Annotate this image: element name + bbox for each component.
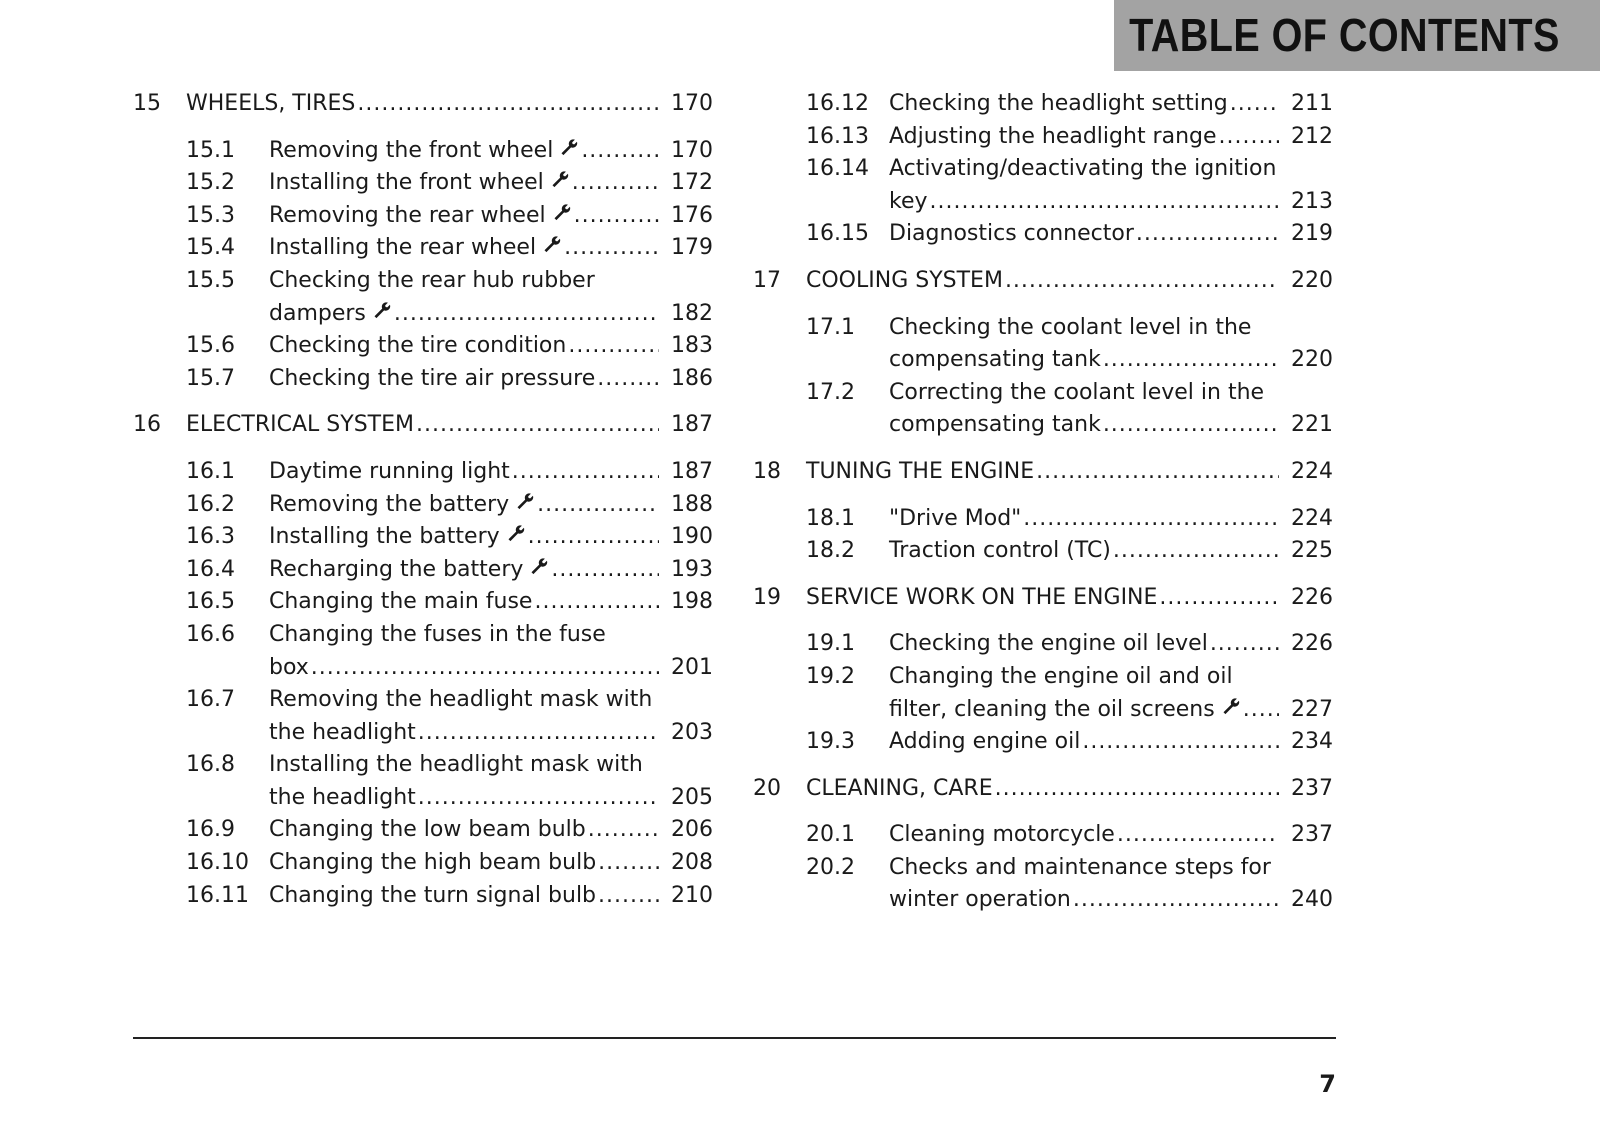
page-ref: 211 xyxy=(1291,91,1333,116)
wrench-icon xyxy=(552,200,572,220)
toc-right-column xyxy=(753,88,1333,917)
entry-title-line: Removing the rear wheel xyxy=(269,202,546,228)
dot-leader xyxy=(1082,726,1279,759)
section-number: 15.6 xyxy=(186,333,235,359)
page-ref: 212 xyxy=(1291,123,1333,149)
section-number: 16.5 xyxy=(186,589,235,615)
section-number: 19.1 xyxy=(806,631,855,657)
toc-entry[interactable] xyxy=(133,814,713,847)
page-ref: 203 xyxy=(671,719,713,745)
section-number: 16.4 xyxy=(186,556,235,582)
section-number: 16.9 xyxy=(186,817,235,843)
toc-chapter[interactable] xyxy=(753,265,1333,298)
entry-title-line: Changing the main fuse xyxy=(269,589,533,615)
section-number: 16.14 xyxy=(806,156,869,182)
toc-entry[interactable] xyxy=(753,535,1333,568)
entry-title-line: the headlight xyxy=(269,784,416,810)
entry-title-line: winter operation xyxy=(889,887,1071,913)
wrench-icon xyxy=(542,232,562,252)
section-number: 16.10 xyxy=(186,850,249,876)
page-ref: 224 xyxy=(1291,458,1333,484)
dot-leader xyxy=(995,773,1279,806)
entry-title-line: dampers xyxy=(269,300,366,326)
section-number: 16.1 xyxy=(186,458,235,484)
section-number: 15.2 xyxy=(186,170,235,196)
page-ref: 187 xyxy=(671,412,713,438)
dot-leader xyxy=(416,409,659,442)
dot-leader xyxy=(311,652,659,685)
section-number: 18.1 xyxy=(806,505,855,531)
entry-title-line: filter, cleaning the oil screens xyxy=(889,696,1215,722)
toc-chapter[interactable] xyxy=(753,773,1333,806)
dot-leader xyxy=(1136,218,1279,251)
entry-title-line: Activating/deactivating the ignition xyxy=(889,156,1277,182)
toc-entry[interactable] xyxy=(753,312,1333,377)
toc-entry[interactable] xyxy=(133,880,713,913)
page-ref: 221 xyxy=(1291,412,1333,438)
toc-entry[interactable] xyxy=(133,749,713,814)
dot-leader xyxy=(512,456,659,489)
entry-title-line: SERVICE WORK ON THE ENGINE xyxy=(806,584,1158,610)
entry-title-line: Checking the rear hub rubber xyxy=(269,267,595,293)
entry-title-line: Changing the low beam bulb xyxy=(269,817,586,843)
section-number: 15.7 xyxy=(186,365,235,391)
toc-entry[interactable] xyxy=(133,265,713,330)
entry-title-line: Checking the tire condition xyxy=(269,333,567,359)
page-ref: 183 xyxy=(671,333,713,359)
toc-entry[interactable] xyxy=(753,852,1333,917)
section-number: 16.11 xyxy=(186,882,249,908)
toc-entry[interactable] xyxy=(753,88,1333,121)
chapter-number: 17 xyxy=(753,267,781,293)
toc-entry[interactable] xyxy=(753,726,1333,759)
entry-title-line: Adding engine oil xyxy=(889,729,1081,755)
entry-title-line: Removing the headlight mask with xyxy=(269,687,653,713)
toc-entry[interactable] xyxy=(133,200,713,233)
entry-title-line: Installing the headlight mask with xyxy=(269,752,643,778)
entry-title-line: ELECTRICAL SYSTEM xyxy=(186,412,414,438)
page-ref: 186 xyxy=(671,365,713,391)
entry-title-line: Recharging the battery xyxy=(269,556,524,582)
entry-title-line: Changing the high beam bulb xyxy=(269,850,597,876)
entry-title-line: Installing the battery xyxy=(269,524,500,550)
toc-entry[interactable] xyxy=(133,586,713,619)
entry-title-line: Checking the tire air pressure xyxy=(269,365,596,391)
section-number: 15.1 xyxy=(186,137,235,163)
page-ref: 219 xyxy=(1291,221,1333,247)
dot-leader xyxy=(534,586,659,619)
dot-leader xyxy=(572,167,659,200)
page-ref: 206 xyxy=(671,817,713,843)
page-number: 7 xyxy=(1319,1070,1336,1098)
page-ref: 182 xyxy=(671,300,713,326)
wrench-icon xyxy=(529,554,549,574)
page-ref: 179 xyxy=(671,235,713,261)
dot-leader xyxy=(1023,503,1279,536)
dot-leader xyxy=(581,135,659,168)
section-number: 16.6 xyxy=(186,621,235,647)
page-ref: 210 xyxy=(671,882,713,908)
toc-entry[interactable] xyxy=(133,456,713,489)
page-ref: 220 xyxy=(1291,347,1333,373)
entry-title-line: Removing the front wheel xyxy=(269,137,554,163)
toc-entry[interactable] xyxy=(133,330,713,363)
entry-title-line: Checks and maintenance steps for xyxy=(889,854,1271,880)
page-ref: 187 xyxy=(671,458,713,484)
chapter-number: 15 xyxy=(133,91,161,116)
page-ref: 224 xyxy=(1291,505,1333,531)
chapter-number: 20 xyxy=(753,775,781,801)
section-number: 19.2 xyxy=(806,663,855,689)
section-number: 16.2 xyxy=(186,491,235,517)
page-ref: 170 xyxy=(671,137,713,163)
section-number: 16.15 xyxy=(806,221,869,247)
toc-entry[interactable] xyxy=(753,218,1333,251)
dot-leader xyxy=(564,232,659,265)
page-ref: 240 xyxy=(1291,887,1333,913)
footer-rule xyxy=(133,1037,1336,1039)
entry-title-line: compensating tank xyxy=(889,412,1101,438)
dot-leader xyxy=(598,880,659,913)
header-bar xyxy=(1114,0,1600,71)
section-number: 16.8 xyxy=(186,752,235,778)
toc-entry[interactable] xyxy=(133,363,713,396)
entry-title-line: Adjusting the headlight range xyxy=(889,123,1217,149)
toc-chapter[interactable] xyxy=(753,456,1333,489)
page-ref: 201 xyxy=(671,654,713,680)
dot-leader xyxy=(394,298,659,331)
toc-entry[interactable] xyxy=(133,847,713,880)
toc-chapter[interactable] xyxy=(133,88,713,121)
dot-leader xyxy=(1230,88,1279,121)
entry-title-line: Traction control (TC) xyxy=(889,538,1111,564)
page-ref: 176 xyxy=(671,202,713,228)
chapter-number: 18 xyxy=(753,458,781,484)
dot-leader xyxy=(418,717,659,750)
wrench-icon xyxy=(559,135,579,155)
entry-title-line: Daytime running light xyxy=(269,458,510,484)
dot-leader xyxy=(537,489,659,522)
entry-title-line: Checking the coolant level in the xyxy=(889,314,1252,340)
dot-leader xyxy=(551,554,659,587)
toc-entry[interactable] xyxy=(133,554,713,587)
entry-title-line: Changing the fuses in the fuse xyxy=(269,621,606,647)
entry-title-line: Removing the battery xyxy=(269,491,510,517)
chapter-number: 16 xyxy=(133,412,161,438)
dot-leader xyxy=(1103,344,1279,377)
page-ref: 198 xyxy=(671,589,713,615)
entry-title-line: Installing the front wheel xyxy=(269,170,544,196)
toc-entry[interactable] xyxy=(753,153,1333,218)
entry-title-line: Correcting the coolant level in the xyxy=(889,379,1265,405)
toc-entry[interactable] xyxy=(753,819,1333,852)
page-ref: 205 xyxy=(671,784,713,810)
section-number: 20.1 xyxy=(806,822,855,848)
page-ref: 225 xyxy=(1291,538,1333,564)
dot-leader xyxy=(1210,628,1279,661)
page-ref: 237 xyxy=(1291,822,1333,848)
entry-title-line: Diagnostics connector xyxy=(889,221,1134,247)
dot-leader xyxy=(1113,535,1279,568)
section-number: 15.3 xyxy=(186,202,235,228)
entry-title-line: Checking the headlight setting xyxy=(889,91,1228,116)
entry-title-line: the headlight xyxy=(269,719,416,745)
section-number: 18.2 xyxy=(806,538,855,564)
entry-title-line: CLEANING, CARE xyxy=(806,775,993,801)
dot-leader xyxy=(357,88,659,121)
dot-leader xyxy=(598,847,659,880)
section-number: 16.3 xyxy=(186,524,235,550)
toc-entry[interactable] xyxy=(753,121,1333,154)
dot-leader xyxy=(568,330,659,363)
wrench-icon xyxy=(1221,694,1241,714)
page-ref: 234 xyxy=(1291,729,1333,755)
entry-title-line: "Drive Mod" xyxy=(889,505,1022,531)
dot-leader xyxy=(1005,265,1279,298)
entry-title-line: Changing the engine oil and oil xyxy=(889,663,1233,689)
entry-title-line: Installing the rear wheel xyxy=(269,235,537,261)
section-number: 16.7 xyxy=(186,687,235,713)
page-ref: 170 xyxy=(671,91,713,116)
toc-entry[interactable] xyxy=(133,619,713,684)
section-number: 16.13 xyxy=(806,123,869,149)
wrench-icon xyxy=(515,489,535,509)
page-ref: 226 xyxy=(1291,631,1333,657)
section-number: 15.4 xyxy=(186,235,235,261)
page-ref: 172 xyxy=(671,170,713,196)
section-number: 17.2 xyxy=(806,379,855,405)
page-ref: 237 xyxy=(1291,775,1333,801)
entry-title-line: Checking the engine oil level xyxy=(889,631,1208,657)
page-ref: 226 xyxy=(1291,584,1333,610)
page-title: TABLE OF CONTENTS xyxy=(1129,9,1560,61)
page-ref: 188 xyxy=(671,491,713,517)
toc-entry[interactable] xyxy=(133,232,713,265)
entry-title-line: key xyxy=(889,188,928,214)
page-ref: 220 xyxy=(1291,267,1333,293)
page-ref: 193 xyxy=(671,556,713,582)
wrench-icon xyxy=(372,298,392,318)
entry-title-line: COOLING SYSTEM xyxy=(806,267,1003,293)
dot-leader xyxy=(930,186,1279,219)
toc-entry[interactable] xyxy=(133,489,713,522)
toc-entry[interactable] xyxy=(753,628,1333,661)
dot-leader xyxy=(574,200,659,233)
toc-entry[interactable] xyxy=(753,661,1333,726)
dot-leader xyxy=(1219,121,1279,154)
dot-leader xyxy=(1243,694,1279,727)
toc-entry[interactable] xyxy=(133,684,713,749)
dot-leader xyxy=(1159,582,1279,615)
toc-entry[interactable] xyxy=(133,521,713,554)
entry-title-line: Cleaning motorcycle xyxy=(889,822,1115,848)
entry-title-line: box xyxy=(269,654,309,680)
toc-entry[interactable] xyxy=(133,167,713,200)
dot-leader xyxy=(1103,409,1279,442)
entry-title-line: WHEELS, TIRES xyxy=(186,91,356,116)
page-ref: 227 xyxy=(1291,696,1333,722)
wrench-icon xyxy=(550,167,570,187)
toc-entry[interactable] xyxy=(753,503,1333,536)
toc-chapter[interactable] xyxy=(133,409,713,442)
dot-leader xyxy=(1036,456,1279,489)
wrench-icon xyxy=(506,521,526,541)
section-number: 19.3 xyxy=(806,729,855,755)
dot-leader xyxy=(528,521,659,554)
page-ref: 208 xyxy=(671,850,713,876)
entry-title-line: TUNING THE ENGINE xyxy=(806,458,1035,484)
dot-leader xyxy=(597,363,659,396)
toc-entry[interactable] xyxy=(753,377,1333,442)
section-number: 17.1 xyxy=(806,314,855,340)
entry-title-line: compensating tank xyxy=(889,347,1101,373)
dot-leader xyxy=(418,782,659,815)
toc-chapter[interactable] xyxy=(753,582,1333,615)
entry-title-line: Changing the turn signal bulb xyxy=(269,882,597,908)
dot-leader xyxy=(588,814,659,847)
dot-leader xyxy=(1073,884,1279,917)
toc-left-column xyxy=(133,88,713,912)
toc-entry[interactable] xyxy=(133,135,713,168)
chapter-number: 19 xyxy=(753,584,781,610)
page-ref: 213 xyxy=(1291,188,1333,214)
section-number: 15.5 xyxy=(186,267,235,293)
section-number: 20.2 xyxy=(806,854,855,880)
page-ref: 190 xyxy=(671,524,713,550)
section-number: 16.12 xyxy=(806,91,869,116)
dot-leader xyxy=(1117,819,1279,852)
